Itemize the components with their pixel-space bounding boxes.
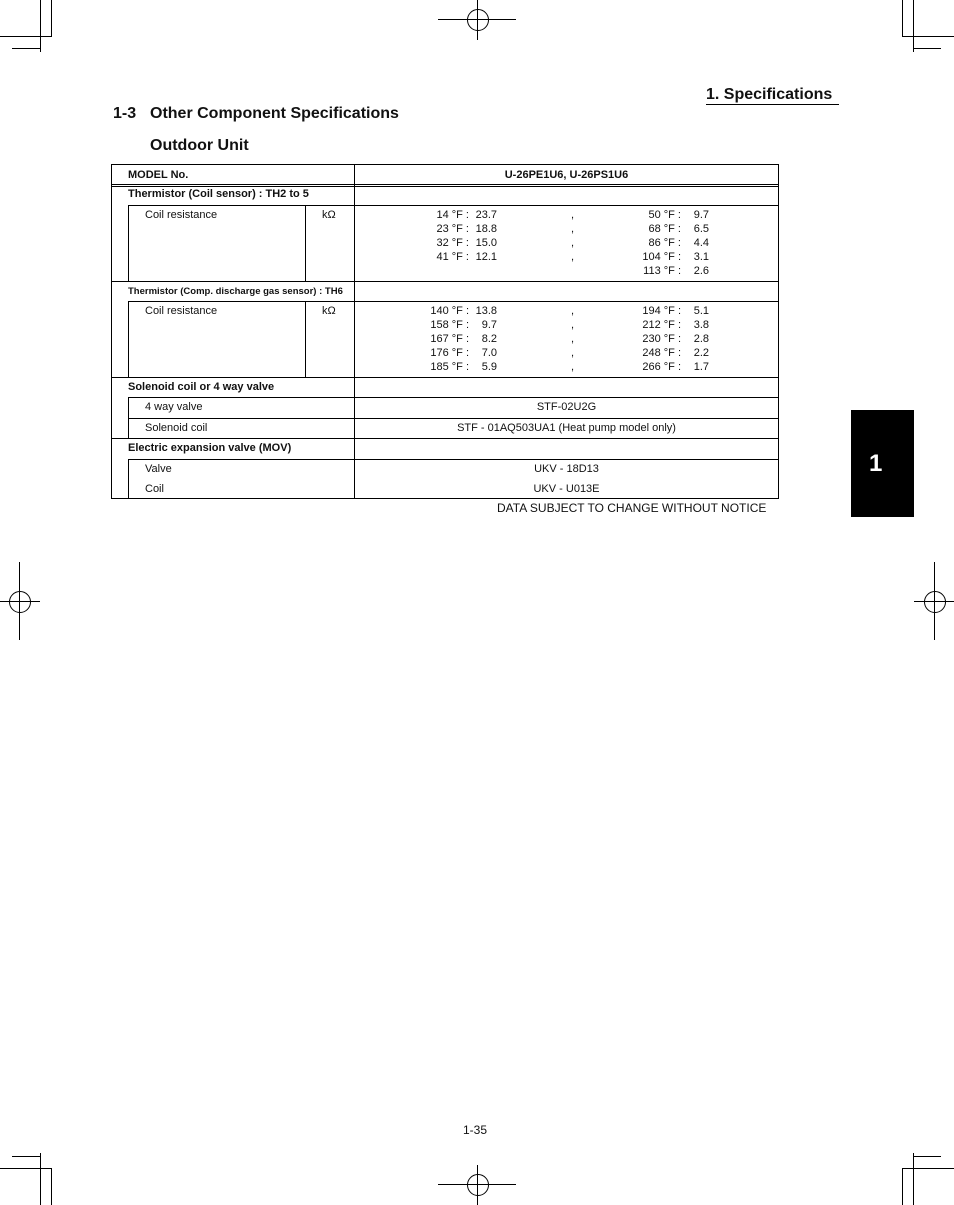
discharge-right-value: 3.8: [693, 319, 709, 331]
coil-right-value: 6.5: [693, 223, 709, 235]
section-heading: Other Component Specifications: [150, 105, 399, 122]
discharge-right-temp: 266 °F :: [642, 361, 681, 373]
thermistor-discharge-title: Thermistor (Comp. discharge gas sensor) : TH6: [128, 286, 343, 297]
solenoid-coil-label: Solenoid coil: [145, 422, 208, 434]
coil-left-temp: 23 °F :: [436, 223, 469, 235]
solenoid-title: Solenoid coil or 4 way valve: [128, 381, 275, 393]
discharge-unit-label: kΩ: [322, 305, 336, 317]
discharge-left-value: 9.7: [481, 319, 497, 331]
discharge-left-value: 5.9: [481, 361, 497, 373]
coil-left-value: 18.8: [475, 223, 497, 235]
mov-coil-label: Coil: [145, 483, 164, 495]
section-subtitle: Outdoor Unit: [150, 137, 249, 154]
discharge-resistance-label: Coil resistance: [145, 305, 218, 317]
discharge-left-value: 13.8: [475, 305, 497, 317]
discharge-separator: ,: [571, 319, 575, 331]
model-value: U-26PE1U6, U-26PS1U6: [504, 169, 629, 181]
discharge-left-temp: 140 °F :: [430, 305, 469, 317]
discharge-right-value: 5.1: [693, 305, 709, 317]
section-number: 1-3: [113, 105, 137, 122]
model-label: MODEL No.: [128, 169, 189, 181]
discharge-left-temp: 185 °F :: [430, 361, 469, 373]
coil-right-temp: 86 °F :: [648, 237, 681, 249]
discharge-left-temp: 158 °F :: [430, 319, 469, 331]
discharge-right-temp: 230 °F :: [642, 333, 681, 345]
coil-left-value: 12.1: [475, 251, 497, 263]
coil-right-value: 3.1: [693, 251, 709, 263]
header-underline: [706, 104, 839, 105]
discharge-right-value: 1.7: [693, 361, 709, 373]
chapter-tab: [851, 410, 914, 517]
spec-table: [111, 164, 779, 499]
discharge-right-temp: 212 °F :: [642, 319, 681, 331]
discharge-right-temp: 248 °F :: [642, 347, 681, 359]
discharge-left-value: 7.0: [481, 347, 497, 359]
change-notice: DATA SUBJECT TO CHANGE WITHOUT NOTICE: [497, 501, 767, 515]
discharge-right-temp: 194 °F :: [642, 305, 681, 317]
discharge-separator: ,: [571, 347, 575, 359]
discharge-separator: ,: [571, 361, 575, 373]
discharge-left-value: 8.2: [481, 333, 497, 345]
discharge-separator: ,: [571, 333, 575, 345]
coil-separator: ,: [571, 251, 575, 263]
coil-left-value: 15.0: [475, 237, 497, 249]
coil-right-value: 9.7: [693, 209, 709, 221]
thermistor-coil-title: Thermistor (Coil sensor) : TH2 to 5: [128, 188, 309, 200]
unit-label: kΩ: [322, 209, 336, 221]
coil-left-temp: 14 °F :: [436, 209, 469, 221]
mov-valve-label: Valve: [145, 463, 172, 475]
discharge-separator: ,: [571, 305, 575, 317]
solenoid-coil-value: STF - 01AQ503UA1 (Heat pump model only): [457, 422, 676, 434]
coil-right-temp: 50 °F :: [648, 209, 681, 221]
discharge-right-value: 2.2: [693, 347, 709, 359]
coil-left-value: 23.7: [475, 209, 497, 221]
page-number: 1-35: [463, 1123, 488, 1137]
header-title: 1. Specifications: [706, 86, 833, 103]
coil-separator: ,: [571, 209, 575, 221]
mov-coil-value: UKV - U013E: [533, 483, 600, 495]
coil-left-temp: 32 °F :: [436, 237, 469, 249]
coil-resistance-label: Coil resistance: [145, 209, 218, 221]
discharge-right-value: 2.8: [693, 333, 709, 345]
section-title: [113, 105, 399, 123]
coil-right-value: 4.4: [693, 237, 709, 249]
coil-left-temp: 41 °F :: [436, 251, 469, 263]
coil-separator: ,: [571, 237, 575, 249]
four-way-valve-value: STF-02U2G: [536, 401, 597, 413]
discharge-left-temp: 167 °F :: [430, 333, 469, 345]
coil-right-value: 2.6: [693, 265, 709, 277]
mov-valve-value: UKV - 18D13: [534, 463, 599, 475]
coil-right-temp: 68 °F :: [648, 223, 681, 235]
discharge-left-temp: 176 °F :: [430, 347, 469, 359]
coil-right-temp: 113 °F :: [643, 265, 681, 277]
coil-right-temp: 104 °F :: [642, 251, 681, 263]
mov-title: Electric expansion valve (MOV): [128, 442, 292, 454]
coil-separator: ,: [571, 223, 575, 235]
four-way-valve-label: 4 way valve: [145, 401, 203, 413]
chapter-tab-label: 1: [869, 450, 883, 477]
